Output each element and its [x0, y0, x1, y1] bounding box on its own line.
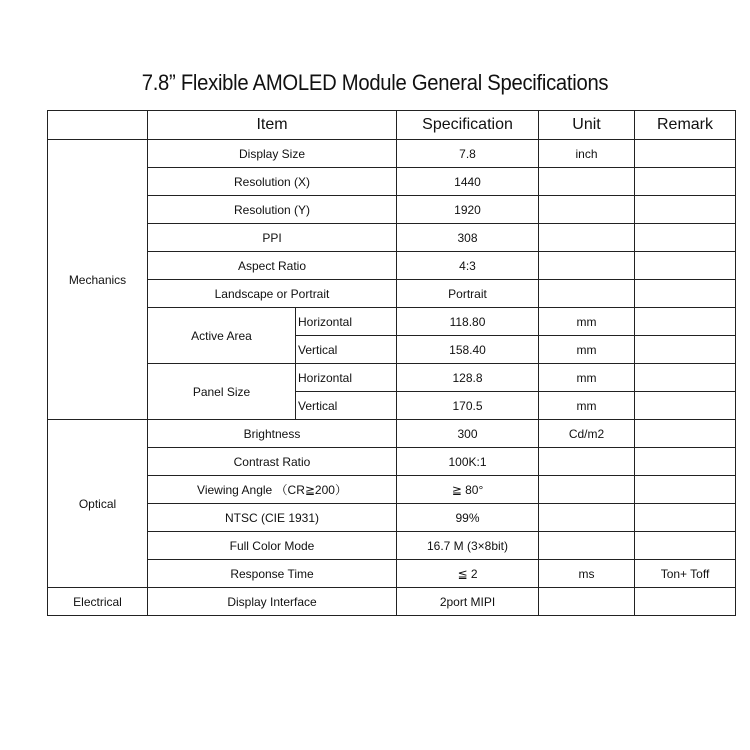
table-row — [48, 224, 736, 252]
remark-cell — [635, 252, 736, 280]
spec-cell: 1440 — [397, 168, 539, 196]
table-row — [48, 448, 736, 476]
group-optical: Optical — [48, 420, 148, 588]
unit-cell — [539, 224, 635, 252]
item-cell: Resolution (X) — [148, 168, 397, 196]
spec-cell: 308 — [397, 224, 539, 252]
spec-cell: 100K:1 — [397, 448, 539, 476]
unit-cell: mm — [539, 364, 635, 392]
remark-cell — [635, 280, 736, 308]
subitem-cell: Vertical — [296, 392, 397, 420]
remark-cell — [635, 140, 736, 168]
unit-cell — [539, 504, 635, 532]
header-item: Item — [148, 111, 397, 140]
subitem-cell: Horizontal — [296, 308, 397, 336]
table-row — [48, 588, 736, 616]
spec-cell: ≧ 80° — [397, 476, 539, 504]
unit-cell — [539, 448, 635, 476]
spec-cell: 128.8 — [397, 364, 539, 392]
item-cell: Resolution (Y) — [148, 196, 397, 224]
unit-cell — [539, 252, 635, 280]
unit-cell: inch — [539, 140, 635, 168]
remark-cell — [635, 308, 736, 336]
item-cell: Full Color Mode — [148, 532, 397, 560]
unit-cell: Cd/m2 — [539, 420, 635, 448]
remark-cell — [635, 420, 736, 448]
remark-cell — [635, 476, 736, 504]
page-title: 7.8” Flexible AMOLED Module General Specifications — [141, 70, 609, 95]
unit-cell — [539, 476, 635, 504]
spec-cell: 16.7 M (3×8bit) — [397, 532, 539, 560]
item-cell: Response Time — [148, 560, 397, 588]
item-cell: Viewing Angle （CR≧200） — [148, 476, 397, 504]
unit-cell: mm — [539, 336, 635, 364]
header-specification: Specification — [397, 111, 539, 140]
remark-cell — [635, 336, 736, 364]
item-cell-active-area: Active Area — [148, 308, 296, 364]
remark-cell — [635, 504, 736, 532]
item-cell: NTSC (CIE 1931) — [148, 504, 397, 532]
remark-cell — [635, 364, 736, 392]
table-row — [48, 420, 736, 448]
subitem-cell: Vertical — [296, 336, 397, 364]
unit-cell: mm — [539, 392, 635, 420]
remark-cell — [635, 392, 736, 420]
table-row — [48, 560, 736, 588]
remark-cell — [635, 532, 736, 560]
header-unit: Unit — [539, 111, 635, 140]
remark-cell — [635, 196, 736, 224]
group-mechanics: Mechanics — [48, 140, 148, 420]
spec-cell: 170.5 — [397, 392, 539, 420]
item-cell: Display Interface — [148, 588, 397, 616]
spec-cell: 300 — [397, 420, 539, 448]
table-row — [48, 364, 736, 392]
item-cell: Aspect Ratio — [148, 252, 397, 280]
unit-cell — [539, 280, 635, 308]
item-cell: PPI — [148, 224, 397, 252]
remark-cell — [635, 168, 736, 196]
header-category — [48, 111, 148, 140]
group-electrical: Electrical — [48, 588, 148, 616]
header-remark: Remark — [635, 111, 736, 140]
remark-cell: Ton+ Toff — [635, 560, 736, 588]
spec-cell: 99% — [397, 504, 539, 532]
item-cell: Brightness — [148, 420, 397, 448]
spec-cell: 7.8 — [397, 140, 539, 168]
spec-cell: 2port MIPI — [397, 588, 539, 616]
table-row — [48, 168, 736, 196]
spec-cell: 158.40 — [397, 336, 539, 364]
spec-cell: ≦ 2 — [397, 560, 539, 588]
item-cell: Landscape or Portrait — [148, 280, 397, 308]
table-row — [48, 280, 736, 308]
table-row — [48, 504, 736, 532]
spec-cell: 118.80 — [397, 308, 539, 336]
spec-cell: 4:3 — [397, 252, 539, 280]
subitem-cell: Horizontal — [296, 364, 397, 392]
unit-cell — [539, 196, 635, 224]
spec-cell: 1920 — [397, 196, 539, 224]
unit-cell — [539, 532, 635, 560]
table-row — [48, 476, 736, 504]
item-cell: Contrast Ratio — [148, 448, 397, 476]
table-row — [48, 532, 736, 560]
table-row — [48, 308, 736, 336]
table-header-row — [48, 111, 736, 140]
spec-table — [47, 110, 736, 616]
remark-cell — [635, 588, 736, 616]
item-cell-panel-size: Panel Size — [148, 364, 296, 420]
spec-cell: Portrait — [397, 280, 539, 308]
table-row — [48, 140, 736, 168]
table-row — [48, 196, 736, 224]
unit-cell: mm — [539, 308, 635, 336]
unit-cell: ms — [539, 560, 635, 588]
unit-cell — [539, 588, 635, 616]
table-row — [48, 252, 736, 280]
remark-cell — [635, 224, 736, 252]
remark-cell — [635, 448, 736, 476]
item-cell: Display Size — [148, 140, 397, 168]
unit-cell — [539, 168, 635, 196]
